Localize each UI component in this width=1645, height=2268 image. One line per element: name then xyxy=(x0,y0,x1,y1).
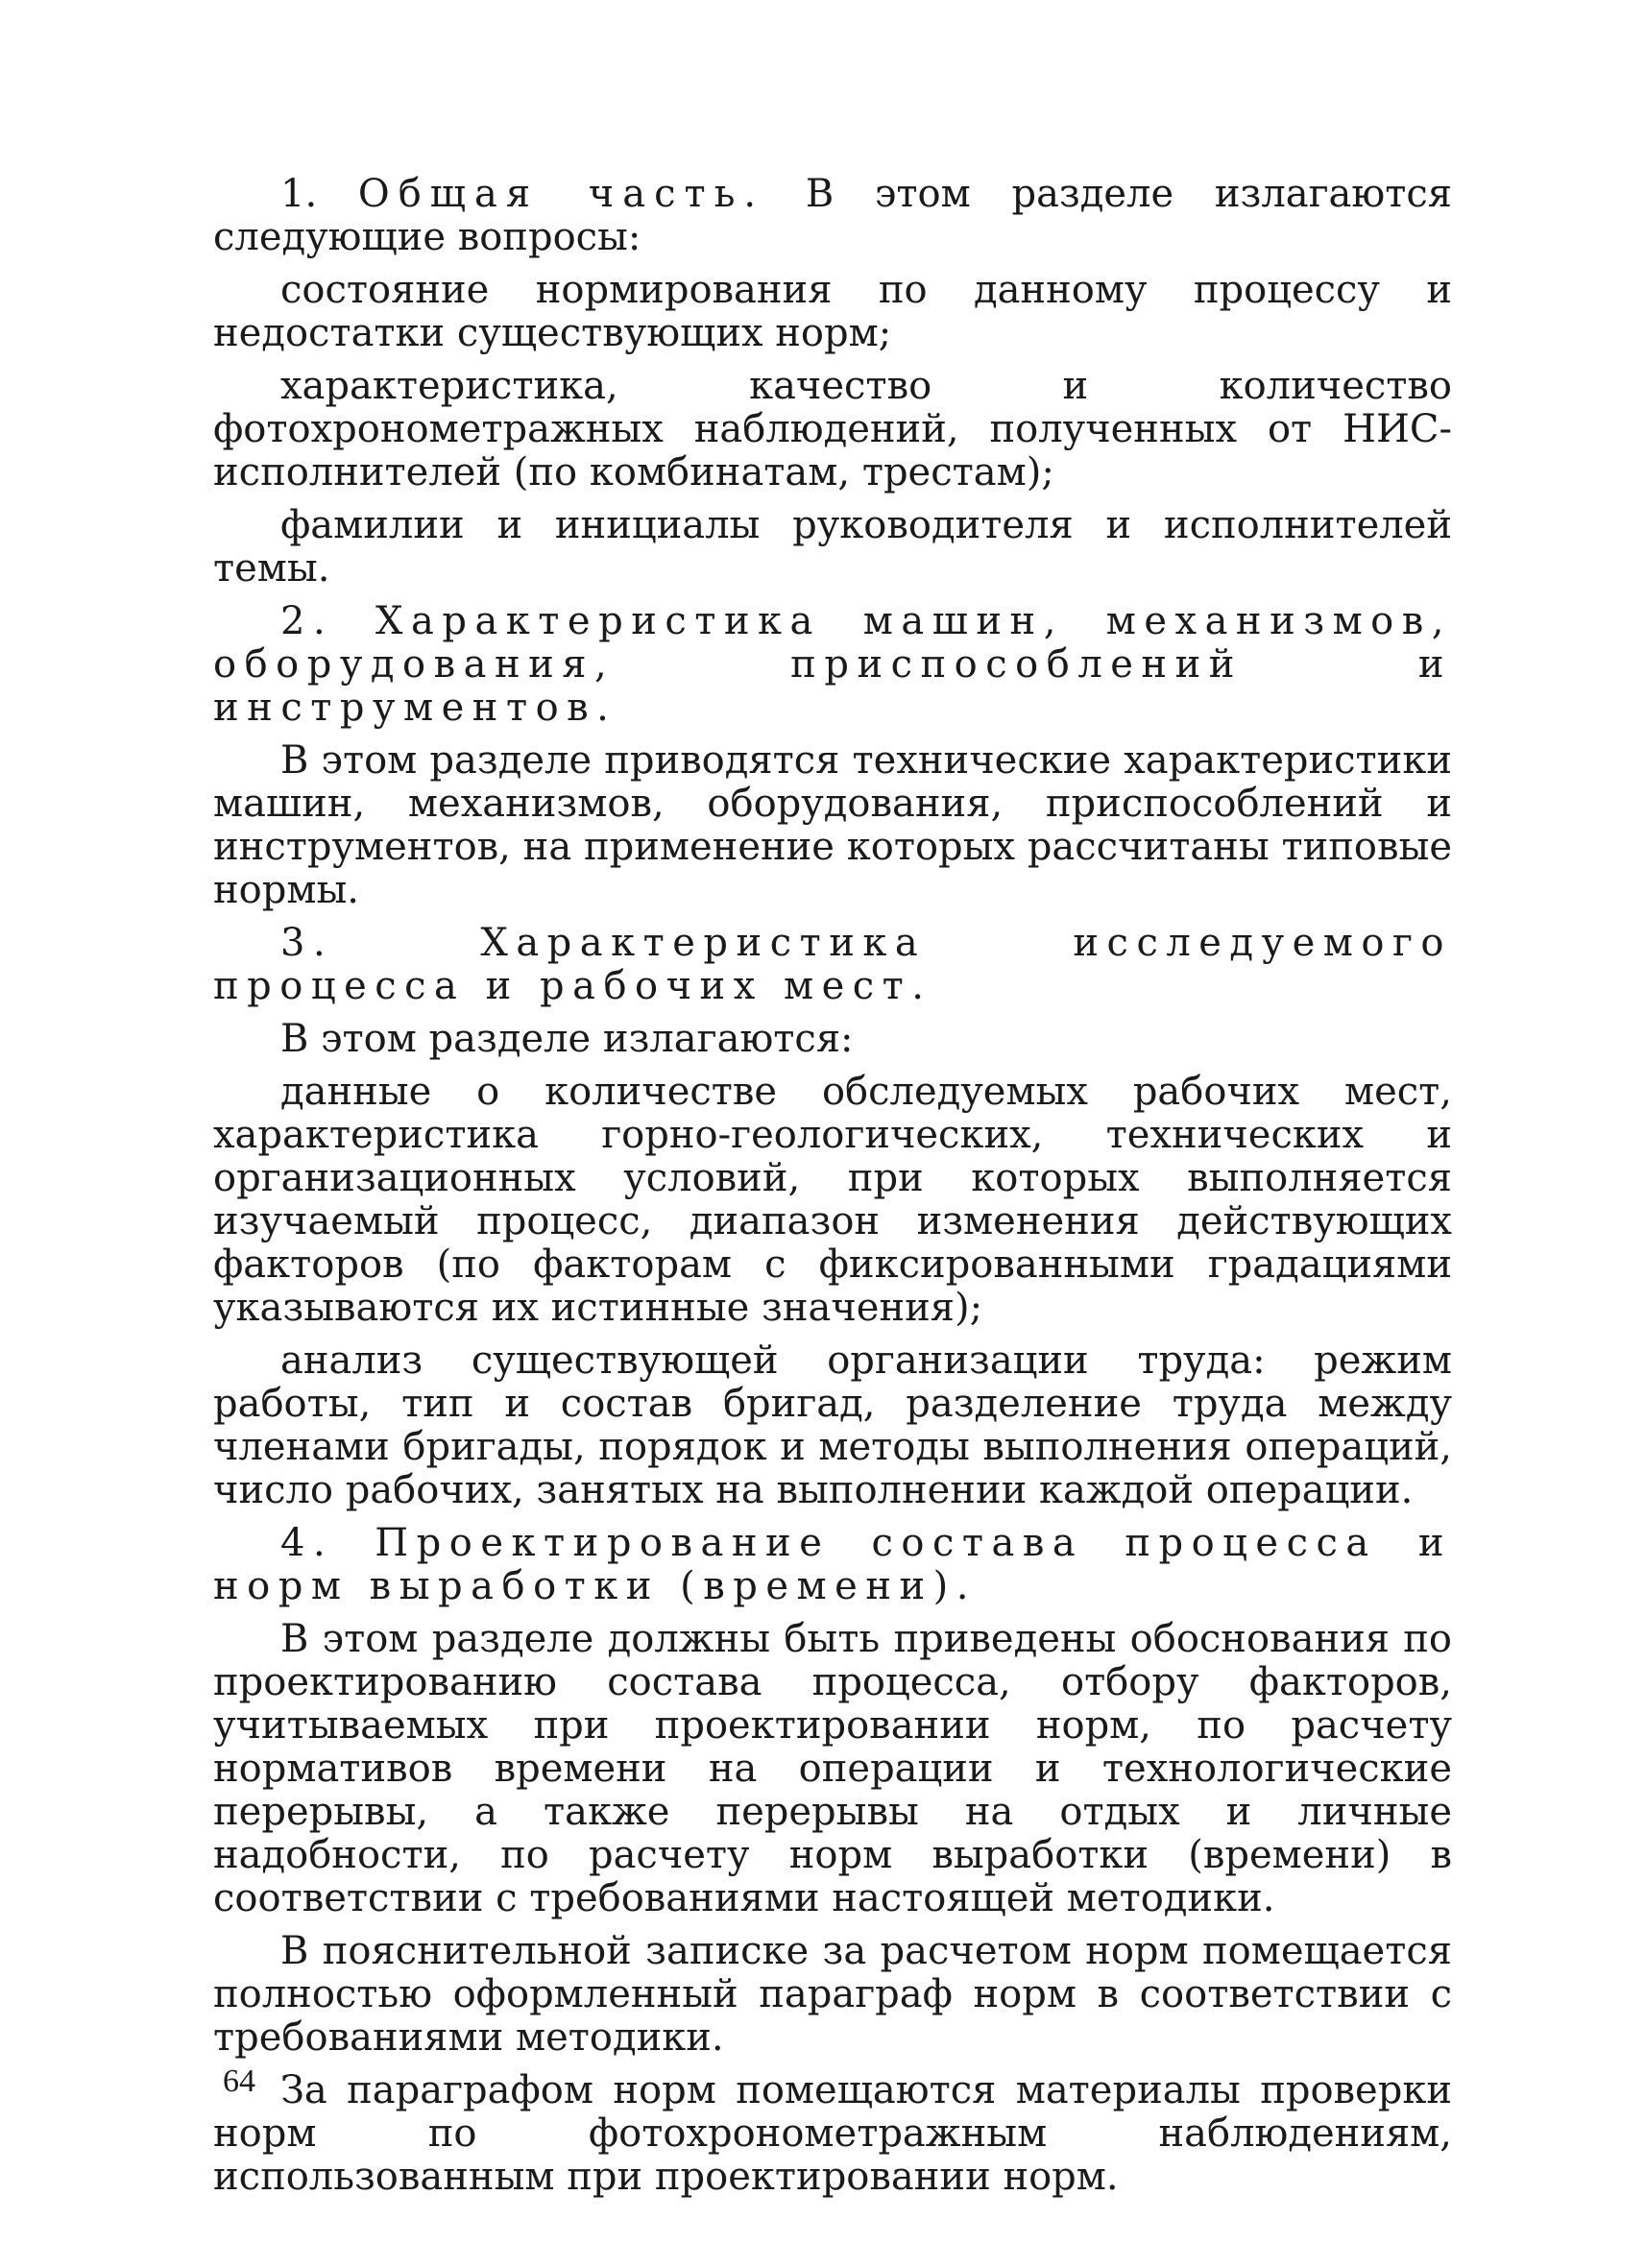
paragraph-labor-organization: анализ существующей организации труда: режим работы, тип и состав бригад, разделение труда между членами бригады, порядок и методы выполнения операций, число рабочих, занятых на выполнении каждой операции. xyxy=(213,1339,1452,1512)
section-1-heading xyxy=(213,173,1452,259)
paragraph-tech-characteristics: В этом разделе приводятся технические характеристики машин, механизмов, оборудования, приспособлений и инструментов, на применение которых рассчитаны типовые нормы. xyxy=(213,738,1452,912)
paragraph-verification: За параграфом норм помещаются материалы проверки норм по фотохронометражным наблюдениям, использованным при проектировании норм. xyxy=(213,2068,1452,2199)
section-3-heading xyxy=(213,922,1452,1008)
paragraph-explanatory-note: В пояснительной записке за расчетом норм помещается полностью оформленный параграф норм в соответствии с требованиями методики. xyxy=(213,1929,1452,2060)
section-1-number: 1. xyxy=(280,172,318,216)
section-4-heading xyxy=(213,1522,1452,1608)
section-2-title: Характеристика машин, механизмов, оборудования, приспособлений и инструментов. xyxy=(213,599,1452,730)
document-body xyxy=(213,173,1452,2208)
section-2-heading xyxy=(213,600,1452,730)
paragraph-norm-state: состояние нормирования по данному процессу и недостатки существующих норм; xyxy=(213,268,1452,355)
section-3-title: Характеристика исследуемого процесса и рабочих мест. xyxy=(213,921,1453,1008)
paragraph-design-justification: В этом разделе должны быть приведены обоснования по проектированию состава процесса, отбору факторов, учитываемых при проектировании норм, по расчету нормативов времени на операции и технологические перерывы, а также перерывы на отдых и личные надобности, по расчету норм выработки (времени) в соответствии с требованиями настоящей методики. xyxy=(213,1617,1452,1920)
paragraph-section-3-intro: В этом разделе излагаются: xyxy=(280,1017,854,1061)
paragraph-workplaces: данные о количестве обследуемых рабочих мест, характеристика горно-геологических, технических и организационных условий, при которых выполняется изучаемый процесс, диапазон изменения действующих факторов (по факторам с фиксированными градациями указываются их истинные значения); xyxy=(213,1070,1452,1330)
section-3-number: 3. xyxy=(280,921,334,965)
section-1-intro: В этом разделе излагаются следующие вопросы: xyxy=(213,172,1452,259)
page-number: 64 xyxy=(223,2063,255,2099)
section-1-title: Общая часть. xyxy=(357,172,765,216)
section-2-number: 2. xyxy=(280,599,334,643)
paragraph-authors: фамилии и инициалы руководителя и исполнителей темы. xyxy=(213,503,1452,591)
section-4-number: 4. xyxy=(280,1521,334,1565)
section-4-title: Проектирование состава процесса и норм выработки (времени). xyxy=(213,1521,1452,1608)
paragraph-observations: характеристика, качество и количество фотохронометражных наблюдений, полученных от НИС-исполнителей (по комбинатам, трестам); xyxy=(213,364,1452,495)
